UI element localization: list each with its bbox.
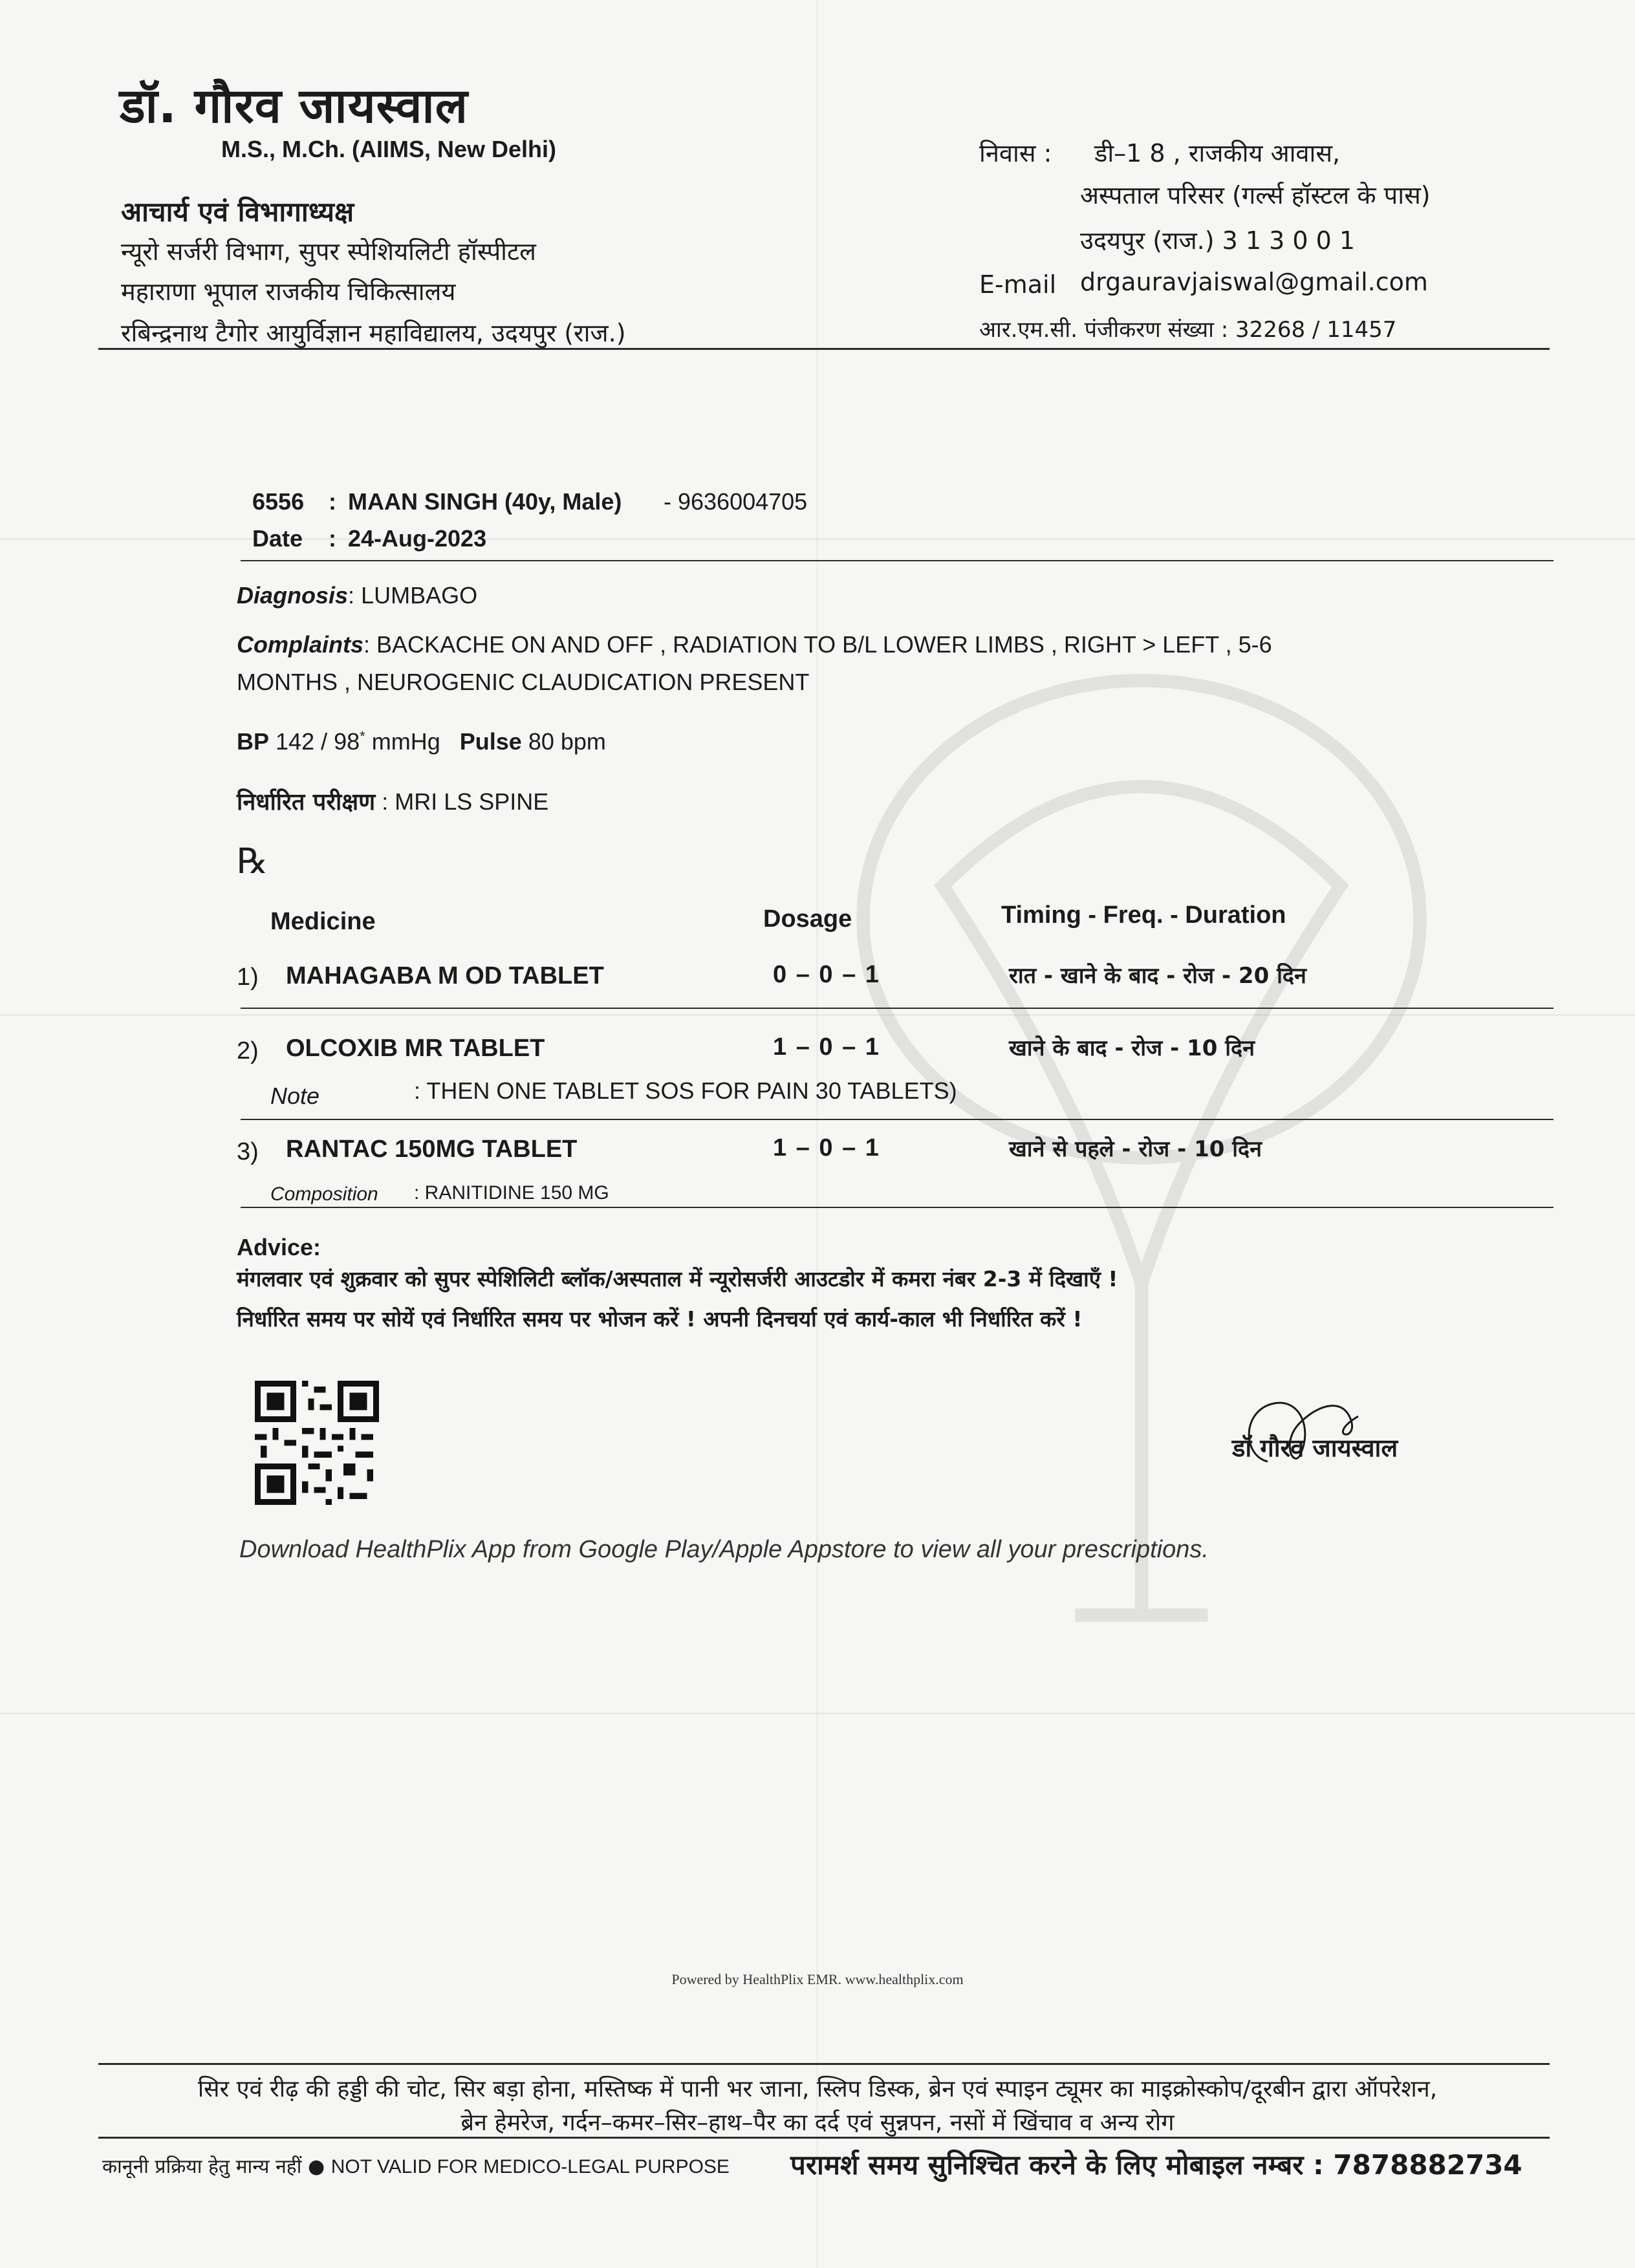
college-name: रबिन्द्रनाथ टैगोर आयुर्विज्ञान महाविद्यालय, उदयपुर (राज.) [121,319,626,347]
residence-label: निवास : [979,139,1052,167]
patient-name: MAAN SINGH (40y, Male) [348,488,622,515]
medicine-name: RANTAC 150MG TABLET [286,1136,578,1163]
header-timing: Timing - Freq. - Duration [1001,902,1286,929]
advice-line-1: मंगलवार एवं शुक्रवार को सुपर स्पेशिलिटी ब्लॉक/अस्पताल में न्यूरोसर्जरी आउटडोर में कमरा नंबर 2-3 में दिखाएँ ! [237,1266,1118,1291]
row-2-timing: खाने के बाद - रोज - 10 दिन [1009,1035,1255,1061]
complaints-line-1: BACKACHE ON AND OFF , RADIATION TO B/L LOWER LIMBS , RIGHT > LEFT , 5-6 [376,631,1272,658]
diagnosis-label: Diagnosis [237,582,349,609]
download-app-text: Download HealthPlix App from Google Play/Apple Appstore to view all your prescriptions. [239,1536,1209,1563]
investigation [237,785,548,817]
doctor-name: डॉ. गौरव जायस्वाल [120,78,468,134]
header-divider [98,348,1550,350]
row-3-medicine [286,1136,577,1163]
row-3-dosage: 1 – 0 – 1 [773,1134,880,1161]
row-3-composition: : RANITIDINE 150 MG [414,1182,609,1204]
complaints: Complaints: BACKACHE ON AND OFF , RADIATION TO B/L LOWER LIMBS , RIGHT > LEFT , 5-6 [237,631,1272,658]
colon: : [329,525,336,552]
hospital-name: महाराणा भूपाल राजकीय चिकित्सालय [121,277,456,306]
footer-divider-bottom [98,2137,1550,2139]
complaints-label: Complaints [237,631,364,658]
patient-id: 6556 [252,488,305,515]
powered-by: Powered by HealthPlix EMR. www.healthplix.com [671,1971,964,1987]
patient-divider [241,560,1554,561]
legal-disclaimer [102,2152,730,2179]
doctor-designation: आचार्य एवं विभागाध्यक्ष [121,196,354,228]
patient-phone: - 9636004705 [664,488,808,515]
row-3-number: 3) [237,1138,259,1165]
doctor-qualifications: M.S., M.Ch. (AIIMS, New Delhi) [221,136,557,162]
visit-date: 24-Aug-2023 [348,525,487,552]
pulse-value: 80 bpm [528,728,606,755]
medicine-name: OLCOXIB MR TABLET [286,1035,545,1062]
row-3-timing: खाने से पहले - रोज - 10 दिन [1009,1136,1262,1162]
row-divider [241,1207,1554,1208]
legal-hindi: कानूनी प्रक्रिया हेतु मान्य नहीं [102,2155,302,2178]
medicine-name: MAHAGABA M OD TABLET [286,962,604,989]
bp-unit: mmHg [371,728,440,755]
row-2-number: 2) [237,1037,259,1064]
colon: : [329,488,336,515]
signature-name: डॉ गौरव जायस्वाल [1232,1434,1398,1462]
vitals [237,728,606,755]
appointment-mobile: परामर्श समय सुनिश्चित करने के लिए मोबाइल नम्बर : 7878882734 [790,2149,1522,2181]
email-address: drgauravjaiswal@gmail.com [1080,268,1428,296]
row-2-note-label: Note [270,1083,320,1109]
services-line-2: ब्रेन हेमरेज, गर्दन–कमर–सिर–हाथ–पैर का दर्द एवं सुन्नपन, नसों में खिंचाव व अन्य रोग [460,2110,1175,2136]
investigation-label: निर्धारित परीक्षण [237,789,376,815]
advice-label: Advice: [237,1234,321,1260]
header-medicine: Medicine [270,908,376,935]
registration-number: आर.एम.सी. पंजीकरण संख्या : 32268 / 11457 [979,317,1397,343]
email-label: E-mail [979,270,1057,299]
bp-label: BP [237,728,270,755]
row-1-dosage: 0 – 0 – 1 [773,961,880,988]
qr-code [255,1381,379,1505]
row-2-note: : THEN ONE TABLET SOS FOR PAIN 30 TABLETS) [414,1077,957,1104]
row-2-medicine [286,1035,545,1063]
row-1-medicine [286,962,604,990]
footer-divider-top [98,2063,1550,2065]
bp-mark: * [360,728,365,744]
row-1-number: 1) [237,964,259,991]
residence-line-1: डी–1 8 , राजकीय आवास, [1094,139,1341,167]
advice-line-2: निर्धारित समय पर सोयें एवं निर्धारित समय पर भोजन करें ! अपनी दिनचर्या एवं कार्य-काल भी निर्धारित करें ! [237,1306,1083,1332]
date-label: Date [252,525,303,552]
diagnosis-value: LUMBAGO [361,582,478,609]
header-dosage: Dosage [763,905,852,933]
bullet: ● [307,2155,325,2178]
residence-line-2: अस्पताल परिसर (गर्ल्स हॉस्टल के पास) [1080,181,1431,210]
residence-line-3: उदयपुर (राज.) 3 1 3 0 0 1 [1080,226,1356,255]
row-divider [241,1119,1554,1120]
department: न्यूरो सर्जरी विभाग, सुपर स्पेशियलिटी हॉस्पीटल [121,237,536,266]
bp-value: 142 / 98 [276,728,360,755]
services-line-1: सिर एवं रीढ़ की हड्डी की चोट, सिर बड़ा होना, मस्तिष्क में पानी भर जाना, स्लिप डिस्क, ब्रेन एवं स्पाइन ट्यूमर का माइक्रोस्कोप/दूरबीन द्वारा ऑपरेशन, [197,2076,1438,2102]
diagnosis: Diagnosis: LUMBAGO [237,582,478,609]
legal-english: NOT VALID FOR MEDICO-LEGAL PURPOSE [330,2156,730,2177]
rx-symbol: ℞ [237,841,268,881]
complaints-line-2: MONTHS , NEUROGENIC CLAUDICATION PRESENT [237,669,810,695]
row-divider [241,1008,1554,1009]
row-1-timing: रात - खाने के बाद - रोज - 20 दिन [1009,963,1306,989]
row-3-composition-label: Composition [270,1183,378,1205]
pulse-label: Pulse [459,728,522,755]
investigation-value: : MRI LS SPINE [382,788,549,815]
row-2-dosage: 1 – 0 – 1 [773,1033,880,1061]
